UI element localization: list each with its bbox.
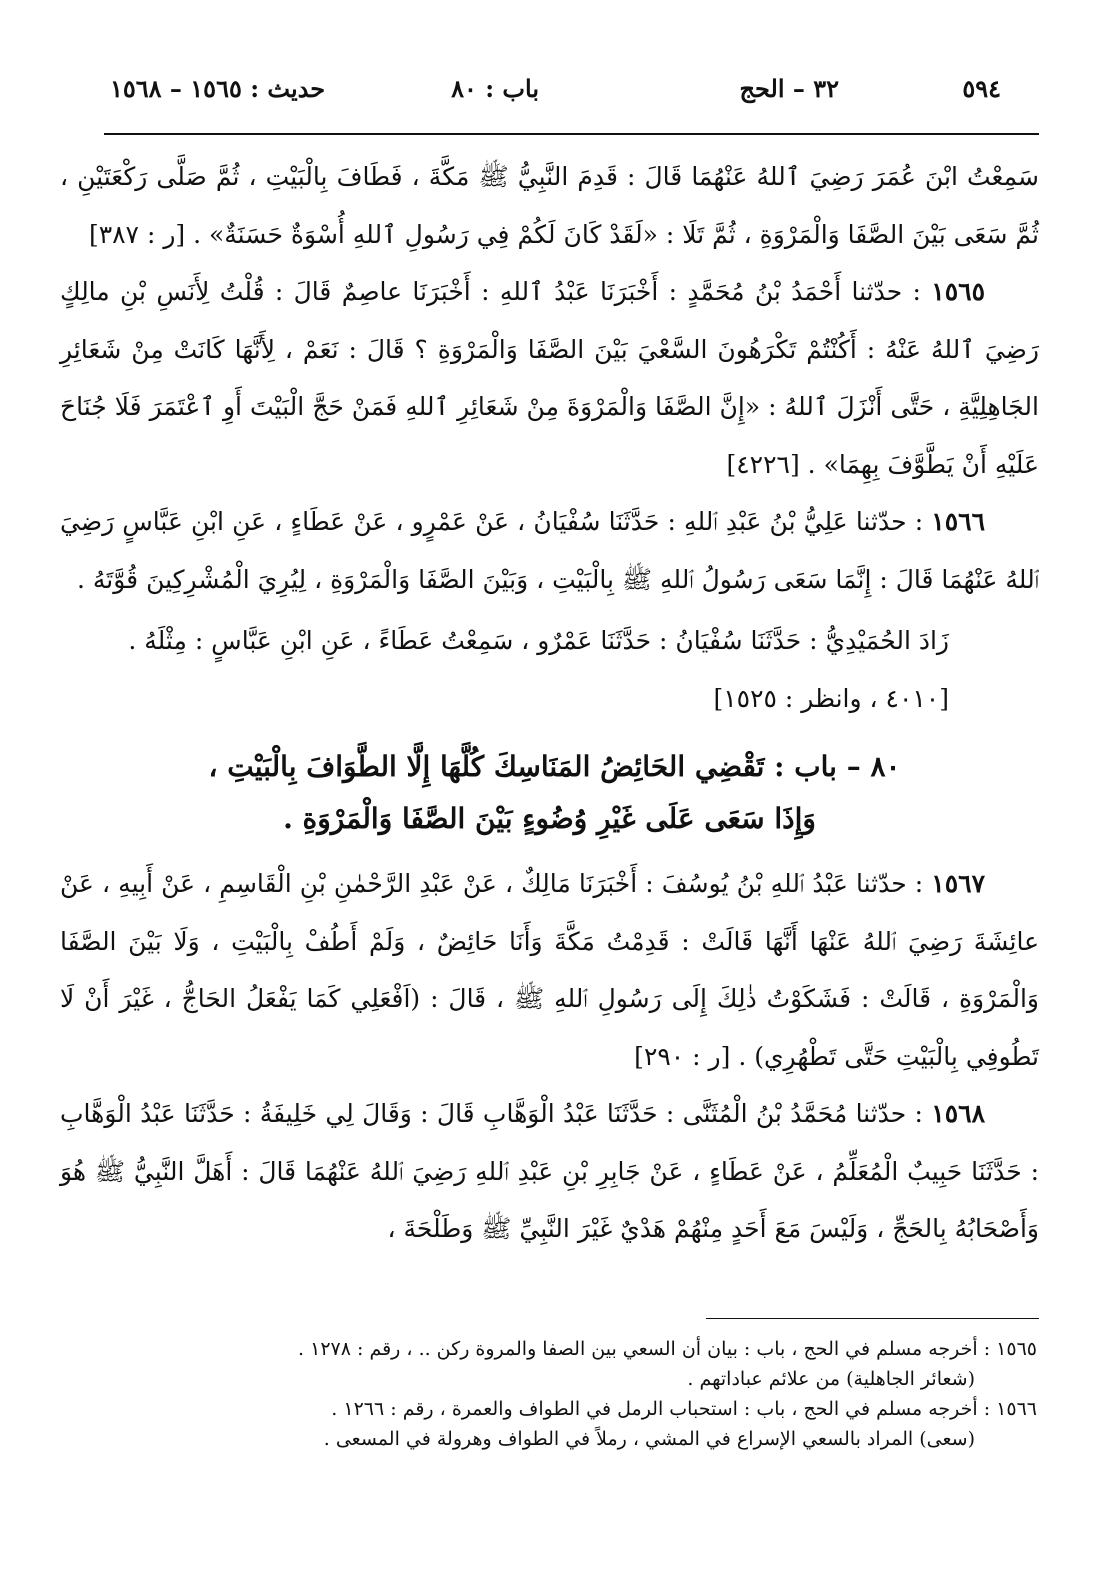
hadith-text: : حدّثنا أَحْمَدُ بْنُ مُحَمَّدٍ : أَخْبَرَنَا عَبْدُ ٱللهِ : أَخْبَرَنَا عاصِمٌ قَالَ : قُلْتُ لِأَنَسِ بْنِ مالِكٍ رَضِيَ ٱللهُ عَنْهُ : أَكُنْتُمْ تَكْرَهُونَ السَّعْيَ بَيْنَ الصَّفَا وَالْمَرْوَةِ ؟ قَالَ : نَعَمْ ، لِأَنَّهَا كَانَتْ مِنْ شَعَائِرِ الجَاهِلِيَّةِ ، حَتَّى أَنْزَلَ ٱللهُ : «إِنَّ الصَّفَا وَالْمَرْوَةَ مِنْ شَعَائِرِ ٱللهِ فَمَنْ حَجَّ الْبَيْتَ أَوِ ٱعْتَمَرَ فَلَا جُنَاحَ عَلَيْهِ أَنْ يَطَّوَّفَ بِهِمَا» . [٤٢٢٦] <box>60 277 1039 479</box>
hadith-1566 <box>60 493 1039 608</box>
hadith-number: ١٥٦٦ <box>931 507 985 536</box>
chapter-heading-line: وَإِذَا سَعَى عَلَى غَيْرِ وُضُوءٍ بَيْنَ الصَّفَا وَالْمَرْوَةِ . <box>283 802 816 835</box>
hadith-text: : حدّثنا مُحَمَّدُ بْنُ الْمُثَنَّى : حَدَّثَنَا عَبْدُ الْوَهَّابِ قَالَ : وَقَالَ لِي خَلِيفَةُ : حَدَّثَنَا عَبْدُ الْوَهَّابِ : حَدَّثَنَا حَبِيبٌ الْمُعَلِّمُ ، عَنْ عَطَاءٍ ، عَنْ جَابِرِ بْنِ عَبْدِ ٱللهِ رَضِيَ ٱللهُ عَنْهُمَا قَالَ : أَهَلَّ النَّبِيُّ ﷺ هُوَ وَأَصْحَابُهُ بِالحَجِّ ، وَلَيْسَ مَعَ أَحَدٍ مِنْهُمْ هَدْيٌ غَيْرَ النَّبِيِّ ﷺ وَطَلْحَةَ ، <box>60 1099 1039 1243</box>
main-text <box>60 148 1039 1258</box>
footnote-divider <box>706 1318 1039 1319</box>
chapter-number: باب : ٨٠ <box>451 74 539 103</box>
continued-paragraph: سَمِعْتُ ابْنَ عُمَرَ رَضِيَ ٱللهُ عَنْهُمَا قَالَ : قَدِمَ النَّبِيُّ ﷺ مَكَّةَ ، فَطَافَ بِالْبَيْتِ ، ثُمَّ صَلَّى رَكْعَتَيْنِ ، ثُمَّ سَعَى بَيْنَ الصَّفَا وَالْمَرْوَةِ ، ثُمَّ تَلَا : «لَقَدْ كَانَ لَكُمْ فِي رَسُولِ ٱللهِ أُسْوَةٌ حَسَنَةٌ» . [ر : ٣٨٧] <box>60 162 1039 249</box>
hadith-1568 <box>60 1085 1039 1258</box>
hadith-text: : حدّثنا عَبْدُ ٱللهِ بْنُ يُوسُفَ : أَخْبَرَنَا مَالِكٌ ، عَنْ عَبْدِ الرَّحْمٰنِ بْنِ الْقَاسِمِ ، عَنْ أَبِيهِ ، عَنْ عائِشَةَ رَضِيَ ٱللهُ عَنْهَا أَنَّهَا قَالَتْ : قَدِمْتُ مَكَّةَ وَأَنَا حَائِضٌ ، وَلَمْ أَطُفْ بِالْبَيْتِ ، وَلَا بَيْنَ الصَّفَا وَالْمَرْوَةِ ، قَالَتْ : فَشَكَوْتُ ذٰلِكَ إِلَى رَسُولِ ٱللهِ ﷺ ، قَالَ : (اَفْعَلِي كَمَا يَفْعَلُ الحَاجُّ ، غَيْرَ أَنْ لَا تَطُوفِي بِالْبَيْتِ حَتَّى تَطْهُرِي) . [ر : ٢٩٠] <box>60 869 1039 1071</box>
footnote-1565-gloss: (شعائر الجاهلية) من علائم عباداتهم . <box>687 1368 975 1390</box>
footnotes <box>150 1334 1037 1454</box>
hadith-1565 <box>60 263 1039 493</box>
footnote-1566: ١٥٦٦ : أخرجه مسلم في الحج ، باب : استحباب الرمل في الطواف والعمرة ، رقم : ١٢٦٦ . <box>331 1398 1037 1420</box>
page-number: ٥٩٤ <box>962 74 1001 103</box>
hadith-range: حديث : ١٥٦٥ – ١٥٦٨ <box>110 74 326 103</box>
cross-reference: [٤٠١٠ ، وانظر : ١٥٢٥] <box>713 683 949 713</box>
book-title: ٣٢ – الحج <box>739 74 839 103</box>
footnote-1565: ١٥٦٥ : أخرجه مسلم في الحج ، باب : بيان أن السعي بين الصفا والمروة ركن .. ، رقم : ١٢٧٨ . <box>298 1338 1037 1360</box>
hadith-number: ١٥٦٧ <box>931 869 985 898</box>
footnote-1566-gloss: (سعى) المراد بالسعي الإسراع في المشي ، رملاً في الطواف وهرولة في المسعى . <box>323 1428 975 1450</box>
running-header <box>110 70 1001 110</box>
hadith-text: : حدّثنا عَلِيُّ بْنُ عَبْدِ ٱللهِ : حَدَّثَنَا سُفْيَانُ ، عَنْ عَمْرٍو ، عَنْ عَطَاءٍ ، عَنِ ابْنِ عَبَّاسٍ رَضِيَ ٱللهُ عَنْهُمَا قَالَ : إِنَّمَا سَعَى رَسُولُ ٱللهِ ﷺ بِالْبَيْتِ ، وَبَيْنَ الصَّفَا وَالْمَرْوَةِ ، لِيُرِيَ الْمُشْرِكِينَ قُوَّتَهُ . <box>60 507 1039 594</box>
header-divider <box>104 133 1039 135</box>
additional-narration: زَادَ الحُمَيْدِيُّ : حَدَّثَنَا سُفْيَانُ : حَدَّثَنَا عَمْرٌو ، سَمِعْتُ عَطَاءً ، عَنِ ابْنِ عَبَّاسٍ : مِثْلَهُ . <box>128 626 949 655</box>
hadith-number: ١٥٦٨ <box>931 1099 985 1128</box>
chapter-heading-line: ٨٠ – باب : تَقْضِي الحَائِضُ المَنَاسِكَ كُلَّهَا إِلَّا الطَّوَافَ بِالْبَيْتِ ، <box>208 750 901 783</box>
chapter-heading <box>60 741 1039 845</box>
hadith-1567 <box>60 855 1039 1085</box>
hadith-number: ١٥٦٥ <box>931 277 985 306</box>
